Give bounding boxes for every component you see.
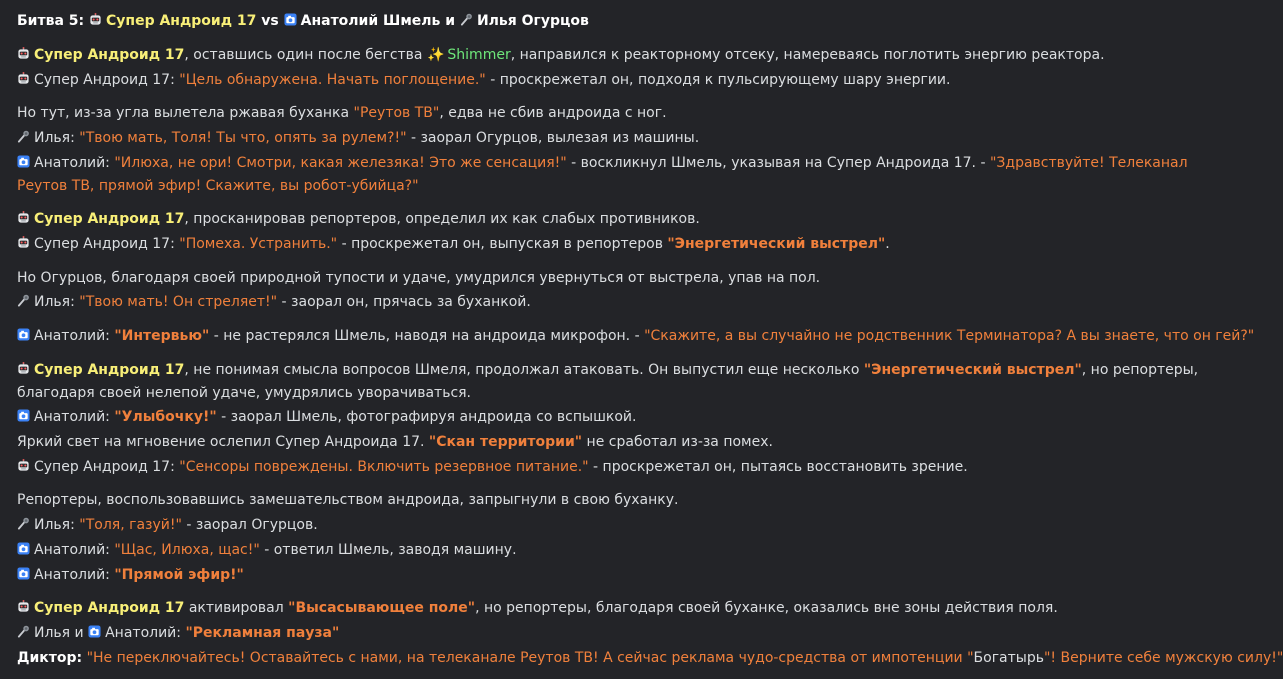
android-name: Супер Андроид 17 xyxy=(34,600,185,616)
camera-icon xyxy=(88,625,101,638)
microphone-icon xyxy=(17,517,30,530)
skill-name: "Энергетический выстрел" xyxy=(667,236,886,252)
speaker-name: Супер Андроид 17: xyxy=(34,236,175,252)
story-line xyxy=(17,514,1207,536)
narration-text: , но репортеры, благодаря своей нелепой удаче, умудрялись уворачиваться. xyxy=(17,362,1199,401)
story-line xyxy=(17,539,1207,561)
android-name: Супер Андроид 17 xyxy=(34,47,185,63)
camera-icon xyxy=(17,542,30,555)
story-line xyxy=(17,44,1207,66)
robot-icon xyxy=(17,600,30,613)
and-label: и xyxy=(74,625,84,641)
skill-name: "Энергетический выстрел" xyxy=(863,362,1082,378)
robot-icon xyxy=(17,362,30,375)
story-line xyxy=(17,291,1207,313)
story-line xyxy=(17,127,1207,149)
camera-icon xyxy=(17,155,30,168)
narration-text: Но Огурцов, благодаря своей природной тупости и удаче, умудрился увернуться от выстрела, упав на пол. xyxy=(17,270,821,286)
story-line xyxy=(17,456,1207,478)
android-name: Супер Андроид 17 xyxy=(34,362,185,378)
announcer-name: Диктор: xyxy=(17,650,83,666)
speaker-name: Супер Андроид 17: xyxy=(34,72,175,88)
narration-text: , оставшись один после бегства xyxy=(184,47,423,63)
narration-text: , но репортеры, благодаря своей буханке, оказались вне зоны действия поля. xyxy=(475,600,1058,616)
skill-name: "Рекламная пауза" xyxy=(185,625,340,641)
story-line xyxy=(17,647,1283,669)
speaker-name: Анатолий: xyxy=(34,542,110,558)
android-name: Супер Андроид 17 xyxy=(34,211,185,227)
narration-text: , просканировав репортеров, определил их как слабых противников. xyxy=(184,211,700,227)
skill-name: "Улыбочку!" xyxy=(114,409,217,425)
story-line xyxy=(17,208,1207,230)
speaker-name: Илья: xyxy=(34,517,75,533)
microphone-icon xyxy=(17,130,30,143)
robot-icon xyxy=(17,72,30,85)
quote-text: "Щас, Илюха, щас!" xyxy=(114,542,260,558)
skill-name: "Прямой эфир!" xyxy=(114,567,244,583)
narration-text: - проскрежетал он, подходя к пульсирующему шару энергии. xyxy=(485,72,951,88)
speaker-name: Анатолий: xyxy=(34,155,110,171)
brand-name: Богатырь xyxy=(973,650,1044,666)
narration-text: - заорал Огурцов. xyxy=(181,517,318,533)
narration-text: - проскрежетал он, пытаясь восстановить зрение. xyxy=(588,459,968,475)
speaker-name: Супер Андроид 17: xyxy=(34,459,175,475)
quote-text: "Помеха. Устранить." xyxy=(179,236,338,252)
speaker-name: Илья xyxy=(34,625,71,641)
robot-icon xyxy=(17,459,30,472)
narration-text: - ответил Шмель, заводя машину. xyxy=(259,542,517,558)
narration-text: - проскрежетал он, выпуская в репортеров xyxy=(337,236,668,252)
speaker-name: Анатолий: xyxy=(34,328,110,344)
quote-text: "Цель обнаружена. Начать поглощение." xyxy=(179,72,486,88)
quote-text: "Реутов ТВ" xyxy=(353,105,440,121)
skill-name: "Скан территории" xyxy=(428,434,583,450)
narration-text: Яркий свет на мгновение ослепил Супер Андроида 17. xyxy=(17,434,429,450)
story-line xyxy=(17,489,1207,511)
microphone-icon xyxy=(460,13,473,26)
narration-text: - воскликнул Шмель, указывая на Супер Андроида 17. - xyxy=(566,155,990,171)
narration-text: Но тут, из-за угла вылетела ржавая буханка xyxy=(17,105,354,121)
story-line xyxy=(17,431,1207,453)
robot-icon xyxy=(89,13,102,26)
camera-icon xyxy=(17,409,30,422)
story-line xyxy=(17,359,1207,404)
battle-label: Битва 5: xyxy=(17,13,85,29)
narration-text: - заорал он, прячась за буханкой. xyxy=(277,294,531,310)
quote-text: "Толя, газуй!" xyxy=(79,517,182,533)
ilya-name: Илья Огурцов xyxy=(476,13,589,29)
story-line xyxy=(17,152,1207,197)
battle-header xyxy=(17,10,1207,32)
narration-text: - заорал Огурцов, вылезая из машины. xyxy=(406,130,700,146)
android-name: Супер Андроид 17 xyxy=(106,13,257,29)
quote-text: "Твою мать, Толя! Ты что, опять за рулем?!" xyxy=(79,130,407,146)
story-line xyxy=(17,325,1255,347)
story-line xyxy=(17,69,1207,91)
skill-name: "Высасывающее поле" xyxy=(288,600,476,616)
quote-text: "Илюха, не ори! Смотри, какая железяка! Это же сенсация!" xyxy=(114,155,567,171)
narration-text: , направился к реакторному отсеку, намереваясь поглотить энергию реактора. xyxy=(510,47,1105,63)
narration-text: , не понимая смысла вопросов Шмеля, продолжал атаковать. Он выпустил еще несколько xyxy=(184,362,864,378)
robot-icon xyxy=(17,211,30,224)
story-line xyxy=(17,102,1207,124)
quote-text: "Твою мать! Он стреляет!" xyxy=(79,294,278,310)
story-line xyxy=(17,597,1207,619)
speaker-name: Илья: xyxy=(34,294,75,310)
camera-icon xyxy=(284,13,297,26)
quote-text: "Скажите, а вы случайно не родственник Терминатора? А вы знаете, что он гей?" xyxy=(644,328,1255,344)
and-label: и xyxy=(445,13,456,29)
story-line xyxy=(17,406,1207,428)
speaker-name: Анатолий: xyxy=(34,567,110,583)
robot-icon xyxy=(17,47,30,60)
narration-text: - не растерялся Шмель, наводя на андроида микрофон. - xyxy=(209,328,645,344)
microphone-icon xyxy=(17,625,30,638)
anatoliy-name: Анатолий Шмель xyxy=(300,13,441,29)
camera-icon xyxy=(17,328,30,341)
story-line xyxy=(17,267,1207,289)
vs-label: vs xyxy=(261,13,279,29)
microphone-icon xyxy=(17,294,30,307)
camera-icon xyxy=(17,567,30,580)
narration-text: не сработал из-за помех. xyxy=(582,434,773,450)
speaker-name: Илья: xyxy=(34,130,75,146)
story-line xyxy=(17,622,1207,644)
speaker-name: Анатолий: xyxy=(105,625,182,641)
narration-text: . xyxy=(885,236,890,252)
speaker-name: Анатолий: xyxy=(34,409,110,425)
narration-text: , едва не сбив андроида с ног. xyxy=(439,105,667,121)
narration-text: Репортеры, воспользовавшись замешательством андроида, запрыгнули в свою буханку. xyxy=(17,492,679,508)
sparkles-icon: ✨ xyxy=(426,47,445,63)
quote-text: "! Верните себе мужскую силу!" xyxy=(1043,650,1283,666)
narration-text: - заорал Шмель, фотографируя андроида со вспышкой. xyxy=(216,409,637,425)
story-line xyxy=(17,564,1207,586)
quote-text: "Не переключайтесь! Оставайтесь с нами, на телеканале Реутов ТВ! А сейчас реклама чудо-средства от импотенции " xyxy=(86,650,974,666)
shimmer-name: Shimmer xyxy=(447,47,511,63)
quote-text: "Сенсоры повреждены. Включить резервное питание." xyxy=(179,459,589,475)
skill-name: "Интервью" xyxy=(114,328,210,344)
robot-icon xyxy=(17,236,30,249)
narration-text: активировал xyxy=(184,600,289,616)
story-line xyxy=(17,233,1207,255)
quote-text: "Здравствуйте! Телеканал Реутов ТВ, прямой эфир! Скажите, вы робот-убийца?" xyxy=(17,155,1188,194)
